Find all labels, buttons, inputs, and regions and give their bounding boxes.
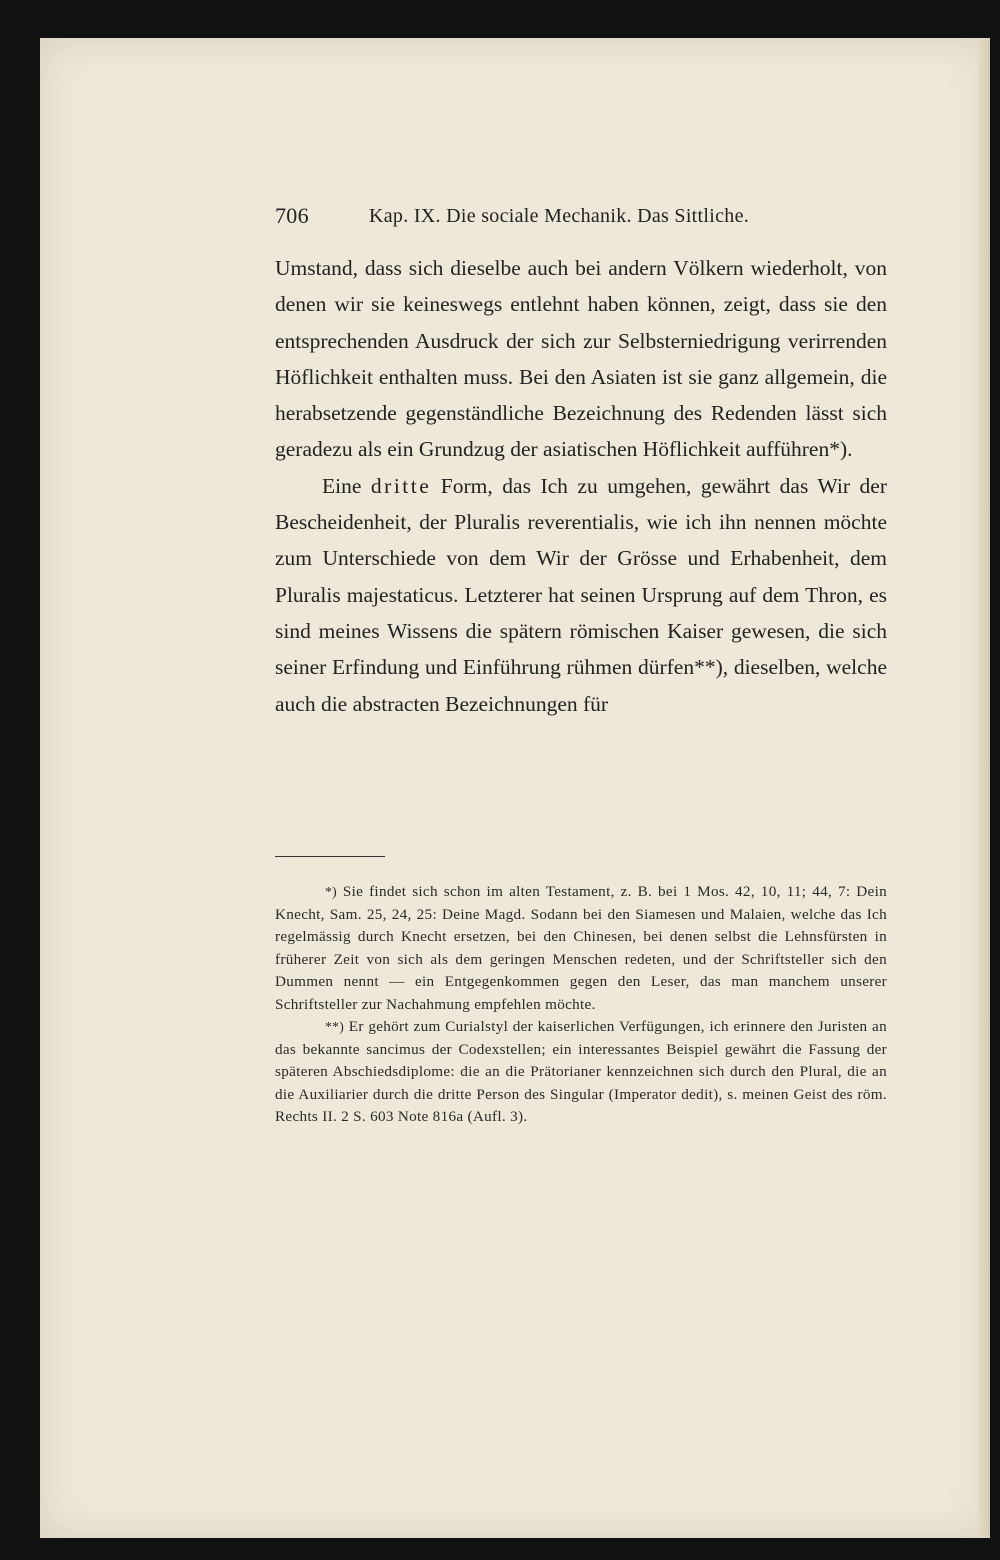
footnote-2-marker: **) bbox=[325, 1019, 345, 1034]
footnote-1-marker: *) bbox=[325, 884, 337, 899]
main-text bbox=[275, 250, 887, 722]
emphasis-dritte: dritte bbox=[370, 473, 432, 498]
footnote-rule bbox=[275, 856, 385, 857]
paragraph-1: Umstand, dass sich dieselbe auch bei andern Völkern wiederholt, von denen wir sie keineswegs entlehnt haben können, zeigt, dass sie den entsprechenden Ausdruck der sich zur Selbsterniedrigung verirrenden Höflichkeit enthalten muss. Bei den Asiaten ist sie ganz allgemein, die herabsetzende gegenständliche Bezeichnung des Redenden lässt sich geradezu als ein Grundzug der asiatischen Höflichkeit aufführen*). bbox=[275, 256, 887, 462]
paragraph-2-start: Eine bbox=[322, 473, 371, 498]
book-page bbox=[40, 38, 990, 1538]
running-title: Kap. IX. Die sociale Mechanik. Das Sittliche. bbox=[369, 205, 750, 227]
footnote-1-text: Sie findet sich schon im alten Testament, z. B. bei 1 Mos. 42, 10, 11; 44, 7: Dein Knecht, Sam. 25, 24, 25: Deine Magd. Sodann bei den Siamesen und Malaien, welche das Ich regelmässig durch Knecht ersetzen, bei den Chinesen, bei denen selbst die Lehnsfürsten in früherer Zeit von sich als dem geringen Menschen redeten, und der Schriftsteller sich den Dummen nennt — ein Entgegenkommen gegen den Leser, das man manchem unserer Schriftsteller zur Nachahmung empfehlen möchte. bbox=[275, 883, 887, 1013]
running-head bbox=[275, 203, 887, 237]
page-number: 706 bbox=[275, 203, 309, 228]
footnotes bbox=[275, 881, 887, 1129]
paragraph-2-rest: Form, das Ich zu umgehen, gewährt das Wir der Bescheidenheit, der Pluralis reverentialis, wie ich ihn nennen möchte zum Unterschiede von dem Wir der Grösse und Erhabenheit, dem Pluralis majestaticus. Letzterer hat seinen Ursprung auf dem Thron, es sind meines Wissens die spätern römischen Kaiser gewesen, die sich seiner Erfindung und Einführung rühmen dürfen**), dieselben, welche auch die abstracten Bezeichnungen für bbox=[275, 473, 887, 716]
footnote-1 bbox=[275, 881, 887, 1016]
paragraph-2 bbox=[275, 468, 887, 722]
page-edge bbox=[978, 38, 990, 1538]
footnote-2-text: Er gehört zum Curialstyl der kaiserlichen Verfügungen, ich erinnere den Juristen an das bekannte sancimus der Codexstellen; ein interessantes Beispiel gewährt die Fassung der späteren Abschiedsdiplome: die an die Prätorianer kennzeichnen sich durch den Plural, die an die Auxiliarier durch die dritte Person des Singular (Imperator dedit), s. meinen Geist des röm. Rechts II. 2 S. 603 Note 816a (Aufl. 3). bbox=[275, 1018, 887, 1125]
footnote-2 bbox=[275, 1016, 887, 1129]
